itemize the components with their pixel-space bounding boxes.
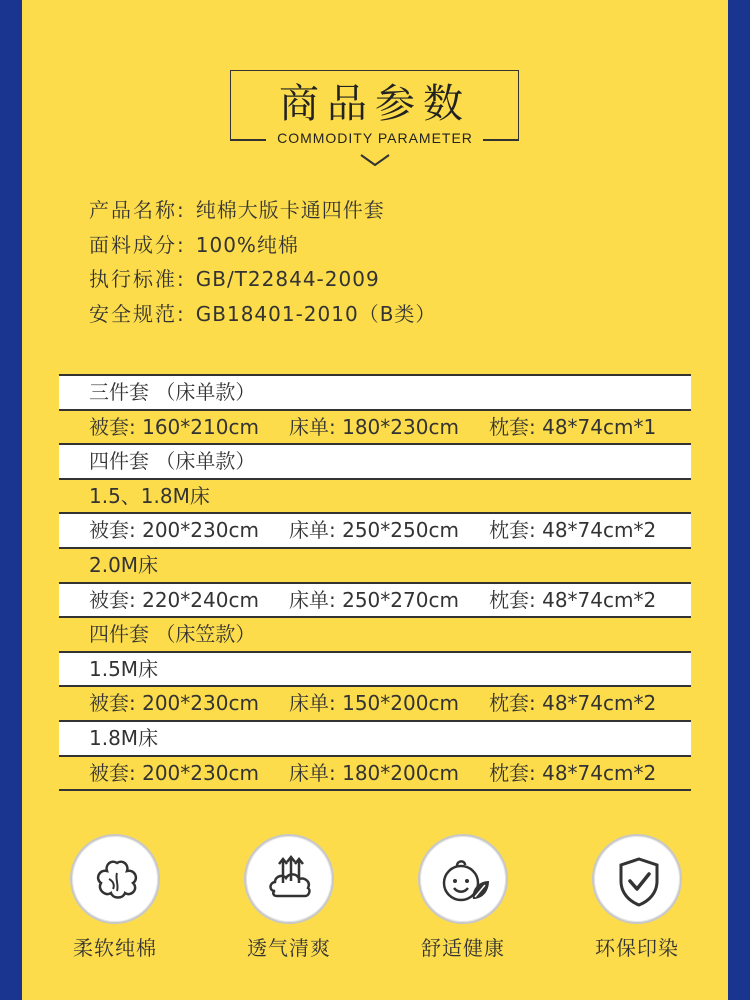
feature-label: 舒适健康	[421, 936, 505, 960]
page-subtitle: COMMODITY PARAMETER	[277, 130, 473, 146]
feature-label: 柔软纯棉	[73, 936, 157, 960]
feature-label: 环保印染	[595, 936, 679, 960]
param-label: 面料成分:	[89, 232, 186, 257]
spec-duvet: 被套: 200*230cm	[89, 518, 259, 543]
spec-table	[59, 374, 691, 791]
param-label: 安全规范:	[89, 301, 186, 326]
spec-heading: 1.5、1.8M床	[89, 483, 210, 508]
breathable-icon	[261, 851, 321, 911]
spec-heading-row	[59, 549, 691, 584]
param-value: GB/T22844-2009	[195, 267, 380, 291]
spec-heading-row	[59, 653, 691, 688]
feature-healthy	[398, 834, 528, 961]
param-row-name	[89, 196, 436, 231]
param-row-safety	[89, 300, 436, 335]
spec-duvet: 被套: 200*230cm	[89, 691, 259, 716]
param-row-fabric	[89, 231, 436, 266]
spec-heading-row	[59, 480, 691, 515]
param-list	[89, 196, 436, 334]
param-row-standard	[89, 265, 436, 300]
page-title: 商品参数	[279, 81, 471, 127]
spec-sheet: 床单: 150*200cm	[289, 691, 459, 716]
spec-heading: 1.8M床	[89, 725, 159, 750]
spec-values-row	[59, 687, 691, 722]
spec-sheet: 床单: 180*230cm	[289, 414, 459, 439]
spec-values-row	[59, 411, 691, 446]
content-panel	[22, 0, 728, 1000]
param-value: 纯棉大版卡通四件套	[195, 198, 385, 222]
spec-heading: 2.0M床	[89, 552, 159, 577]
feature-icon-circle	[244, 834, 334, 924]
cotton-icon	[87, 851, 147, 911]
feature-icon-circle	[592, 834, 682, 924]
spec-sheet: 床单: 180*200cm	[289, 760, 459, 785]
spec-values-row	[59, 584, 691, 619]
spec-heading-row	[59, 376, 691, 411]
feature-breathable	[224, 834, 354, 961]
feature-label: 透气清爽	[247, 936, 331, 960]
spec-heading: 1.5M床	[89, 656, 159, 681]
feature-cotton	[50, 834, 180, 961]
param-label: 产品名称:	[89, 198, 186, 222]
spec-pillowcase: 枕套: 48*74cm*2	[489, 760, 657, 785]
shield-check-icon	[609, 851, 669, 911]
spec-duvet: 被套: 160*210cm	[89, 414, 259, 439]
spec-heading: 四件套 （床单款）	[89, 449, 256, 474]
feature-icon-circle	[418, 834, 508, 924]
spec-values-row	[59, 514, 691, 549]
spec-duvet: 被套: 220*240cm	[89, 587, 259, 612]
feature-eco-dye	[572, 834, 702, 961]
param-label: 执行标准:	[89, 267, 186, 291]
spec-heading: 三件套 （床单款）	[89, 380, 256, 404]
spec-heading-row	[59, 618, 691, 653]
spec-heading-row	[59, 722, 691, 757]
chevron-down-icon	[359, 152, 391, 168]
baby-leaf-icon	[435, 851, 495, 911]
feature-list	[22, 834, 728, 964]
param-value: 100%纯棉	[195, 232, 299, 257]
spec-pillowcase: 枕套: 48*74cm*1	[489, 414, 657, 439]
spec-heading: 四件套 （床笠款）	[89, 622, 256, 647]
spec-pillowcase: 枕套: 48*74cm*2	[489, 518, 657, 543]
spec-duvet: 被套: 200*230cm	[89, 760, 259, 785]
param-value: GB18401-2010（B类）	[195, 301, 437, 326]
spec-sheet: 床单: 250*270cm	[289, 587, 459, 612]
spec-pillowcase: 枕套: 48*74cm*2	[489, 691, 657, 716]
spec-heading-row	[59, 445, 691, 480]
spec-pillowcase: 枕套: 48*74cm*2	[489, 587, 657, 612]
feature-icon-circle	[70, 834, 160, 924]
spec-values-row	[59, 757, 691, 792]
spec-sheet: 床单: 250*250cm	[289, 518, 459, 543]
